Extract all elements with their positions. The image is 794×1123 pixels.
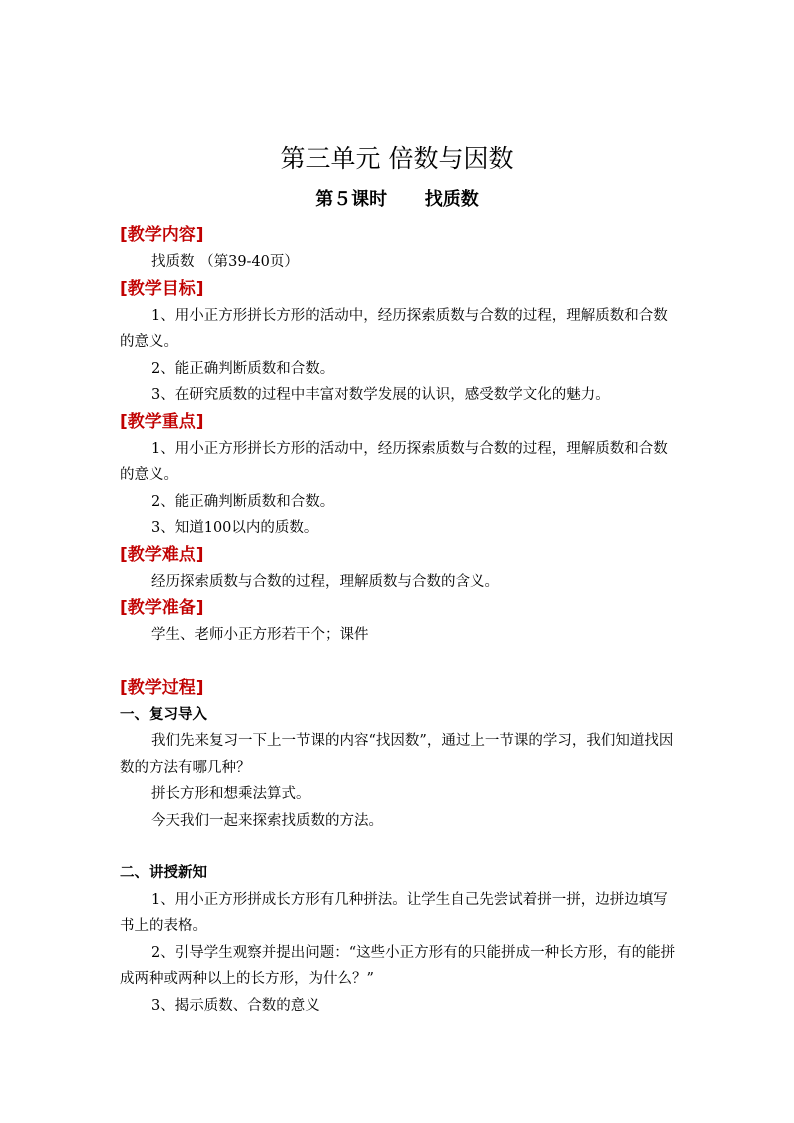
- key-points-paragraph-2: 2、能正确判断质数和合数。: [151, 493, 335, 510]
- heading-teaching-content: [教学内容]: [120, 225, 204, 245]
- lesson-subtitle: 第５课时 找质数: [315, 189, 479, 210]
- heading-teaching-process: [教学过程]: [120, 677, 204, 698]
- part1-paragraph-3: 今天我们一起来探索找质数的方法。: [151, 812, 383, 829]
- part1-title: 一、复习导入: [120, 706, 207, 723]
- content-paragraph: 找质数 （第39-40页）: [151, 254, 299, 270]
- part2-paragraph-2: 2、引导学生观察并提出问题：“这些小正方形有的只能拼成一种长方形，有的能拼成两种或两种以上的长方形，为什么？”: [120, 944, 676, 987]
- preparation-paragraph: 学生、老师小正方形若干个；课件: [151, 627, 369, 643]
- part2-title: 二、讲授新知: [120, 865, 207, 881]
- part1-paragraph-2: 拼长方形和想乘法算式。: [151, 786, 311, 802]
- difficulties-paragraph: 经历探索质数与合数的过程，理解质数与合数的含义。: [151, 573, 499, 590]
- heading-teaching-goals: [教学目标]: [120, 278, 204, 299]
- heading-preparation: [教学准备]: [120, 598, 204, 618]
- document-title: 第三单元 倍数与因数: [280, 144, 514, 173]
- goals-paragraph-1: 1、用小正方形拼长方形的活动中，经历探索质数与合数的过程，理解质数和合数的意义。: [120, 307, 668, 350]
- part2-paragraph-3: 3、揭示质数、合数的意义: [151, 997, 320, 1014]
- heading-difficulties: [教学难点]: [120, 544, 204, 565]
- key-points-paragraph-1: 1、用小正方形拼长方形的活动中，经历探索质数与合数的过程，理解质数和合数的意义。: [120, 440, 668, 483]
- goals-paragraph-2: 2、能正确判断质数和合数。: [151, 360, 335, 377]
- key-points-paragraph-3: 3、知道100以内的质数。: [151, 520, 319, 536]
- part2-paragraph-1: 1、用小正方形拼成长方形有几种拼法。让学生自己先尝试着拼一拼，边拼边填写书上的表格。: [120, 891, 668, 934]
- heading-key-points: [教学重点]: [120, 411, 204, 432]
- blank-line: [120, 834, 676, 860]
- goals-paragraph-3: 3、在研究质数的过程中丰富对数学发展的认识，感受数学文化的魅力。: [151, 387, 610, 403]
- part1-paragraph-1: 我们先来复习一下上一节课的内容“找因数”，通过上一节课的学习，我们知道找因数的方法有哪几种？: [120, 733, 674, 776]
- blank-line: [120, 649, 676, 675]
- document-body: [120, 222, 676, 1019]
